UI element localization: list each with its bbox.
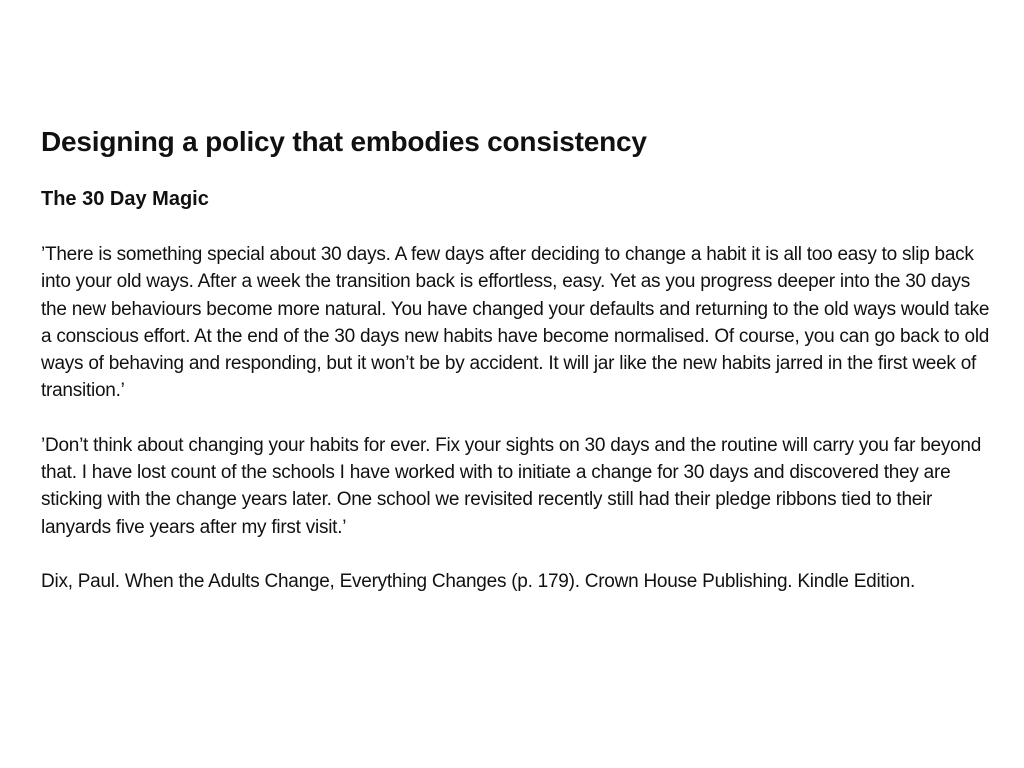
- section-subtitle: The 30 Day Magic: [41, 188, 209, 210]
- quote-paragraph-1: ’There is something special about 30 days. A few days after deciding to change a habit it is all too easy to slip back into your old ways. After a week the transition back is effortless, easy. Yet as you progress deeper into the 30 days the new behaviours become more natural. You have changed your defaults and returning to the old ways would take a conscious effort. At the end of the 30 days new habits have become normalised. Of course, you can go back to old ways of behaving and responding, but it won’t be by accident. It will jar like the new habits jarred in the first week of transition.’: [41, 244, 990, 402]
- quote-paragraph-2: ’Don’t think about changing your habits for ever. Fix your sights on 30 days and the routine will carry you far beyond that. I have lost count of the schools I have worked with to initiate a change for 30 days and discovered they are sticking with the change years later. One school we revisited recently still had their pledge ribbons tied to their lanyards five years after my first visit.’: [41, 434, 982, 538]
- slide-title: Designing a policy that embodies consistency: [41, 126, 647, 157]
- slide-content: [41, 124, 991, 595]
- citation-paragraph: Dix, Paul. When the Adults Change, Everything Changes (p. 179). Crown House Publishing. Kindle Edition.: [41, 570, 916, 592]
